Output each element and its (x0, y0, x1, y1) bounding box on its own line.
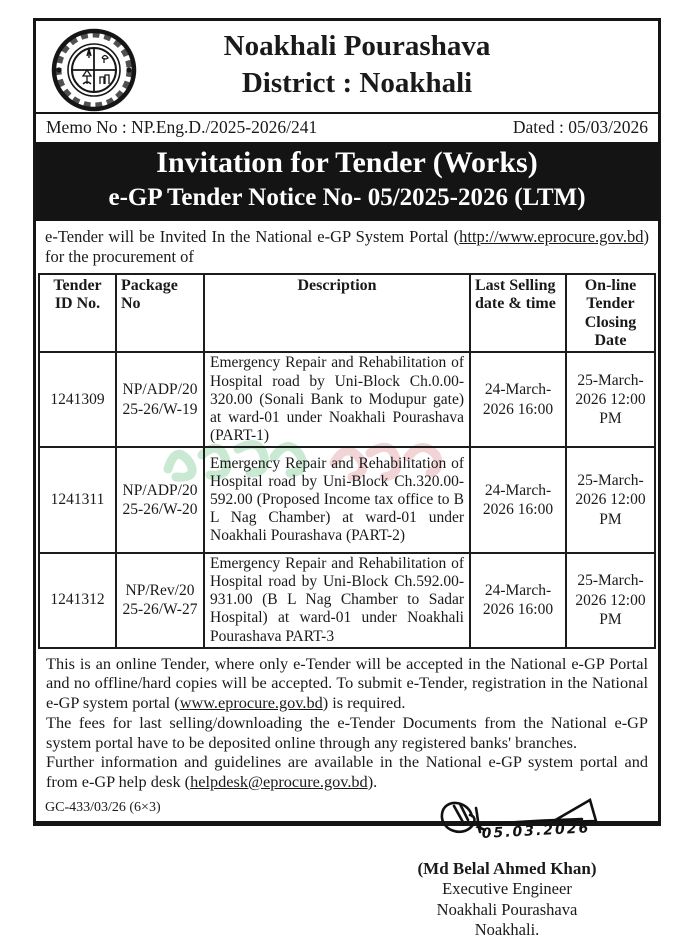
tender-id-cell: 1241311 (39, 447, 116, 553)
table-row (39, 447, 655, 553)
last-selling-cell: 24-March-2026 16:00 (470, 553, 566, 648)
col-header-closing-date: On-line Tender Closing Date (566, 274, 655, 353)
closing-date-cell: 25-March-2026 12:00 PM (566, 553, 655, 648)
tender-table-wrapper (36, 273, 658, 649)
dated-label: Dated : 05/03/2026 (512, 117, 648, 137)
note1-text-before: This is an online Tender, where only e-Tender will be accepted in the National e-GP Portal and no offline/hard copies will be accepted. To submit e-Tender, registration in the National e-GP system portal ( (46, 653, 648, 713)
organization-name: Noakhali Pourashava (223, 30, 491, 62)
tender-id-cell: 1241312 (39, 553, 116, 648)
signature-scrawl-icon (432, 794, 612, 858)
signature-block (372, 794, 642, 941)
notice-title-block (46, 29, 668, 101)
signatory-designation: Executive Engineer (442, 878, 572, 898)
description-cell: Emergency Repair and Rehabilitation of Hospital road by Uni-Block Ch.0.00-320.00 (Sonali Bank to Modupur gate) at ward-01 under Noakhali Pourashava (PART-1) (204, 352, 470, 447)
press-code: GC-433/03/26 (6×3) (45, 800, 161, 815)
helpdesk-email-link[interactable]: helpdesk@eprocure.gov.bd (190, 771, 368, 791)
banner-subtitle: e-GP Tender Notice No- 05/2025-2026 (LTM) (108, 183, 586, 211)
eprocure-portal-link[interactable]: http://www.eprocure.gov.bd (459, 227, 644, 247)
description-cell: Emergency Repair and Rehabilitation of Hospital road by Uni-Block Ch.320.00-592.00 (Proposed Income tax office to B L Nag Chamber) at ward-01 under Noakhali Pourashava (PART-2) (204, 447, 470, 553)
col-header-description: Description (204, 274, 470, 353)
eprocure-www-link[interactable]: www.eprocure.gov.bd (179, 693, 323, 713)
col-header-package-no: Package No (116, 274, 204, 353)
col-header-tender-id: Tender ID No. (39, 274, 116, 353)
table-row (39, 553, 655, 648)
description-cell: Emergency Repair and Rehabilitation of Hospital road by Uni-Block Ch.592.00-931.00 (B L Nag Chamber to Sadar Hospital) at ward-01 under Noakhali Pourashava PART-3 (204, 553, 470, 648)
note1-text-after: ) is required. (322, 693, 406, 713)
memo-number: Memo No : NP.Eng.D./2025-2026/241 (46, 117, 318, 137)
note-further-info (46, 752, 648, 791)
note3-text-after: ). (367, 771, 378, 791)
package-no-cell: NP/ADP/2025-26/W-19 (116, 352, 204, 447)
intro-paragraph (36, 221, 658, 271)
package-no-cell: NP/Rev/2025-26/W-27 (116, 553, 204, 648)
signatory-place: Noakhali. (474, 920, 540, 940)
tender-banner (36, 142, 658, 221)
notice-page-frame (33, 18, 661, 940)
district-line: District : Noakhali (241, 66, 473, 99)
notes-section (36, 649, 658, 792)
last-selling-cell: 24-March-2026 16:00 (470, 447, 566, 553)
banner-title: Invitation for Tender (Works) (156, 146, 538, 179)
notice-header (36, 21, 658, 112)
table-row (39, 352, 655, 447)
signatory-name: (Md Belal Ahmed Khan) (417, 858, 597, 878)
tender-table (38, 273, 656, 649)
note3-text-before: Further information and guidelines are available in the National e-GP system portal and from e-GP help desk ( (46, 752, 648, 791)
last-selling-cell: 24-March-2026 16:00 (470, 352, 566, 447)
intro-text-after: ) for the procurement of (45, 227, 649, 267)
tender-id-cell: 1241309 (39, 352, 116, 447)
closing-date-cell: 25-March-2026 12:00 PM (566, 352, 655, 447)
closing-date-cell: 25-March-2026 12:00 PM (566, 447, 655, 553)
note-online-tender (46, 654, 648, 713)
signatory-organization: Noakhali Pourashava (436, 899, 578, 919)
package-no-cell: NP/ADP/2025-26/W-20 (116, 447, 204, 553)
note-fees: The fees for last selling/downloading the e-Tender Documents from the National e-GP system portal have to be deposited online through any registered banks' branches. (46, 712, 648, 752)
table-header-row (39, 274, 655, 353)
memo-row (36, 114, 658, 142)
handwritten-date: 05.03.2026 (481, 820, 591, 842)
col-header-last-selling: Last Selling date & time (470, 274, 566, 353)
intro-text-before: e-Tender will be Invited In the National e-GP System Portal ( (45, 227, 460, 247)
